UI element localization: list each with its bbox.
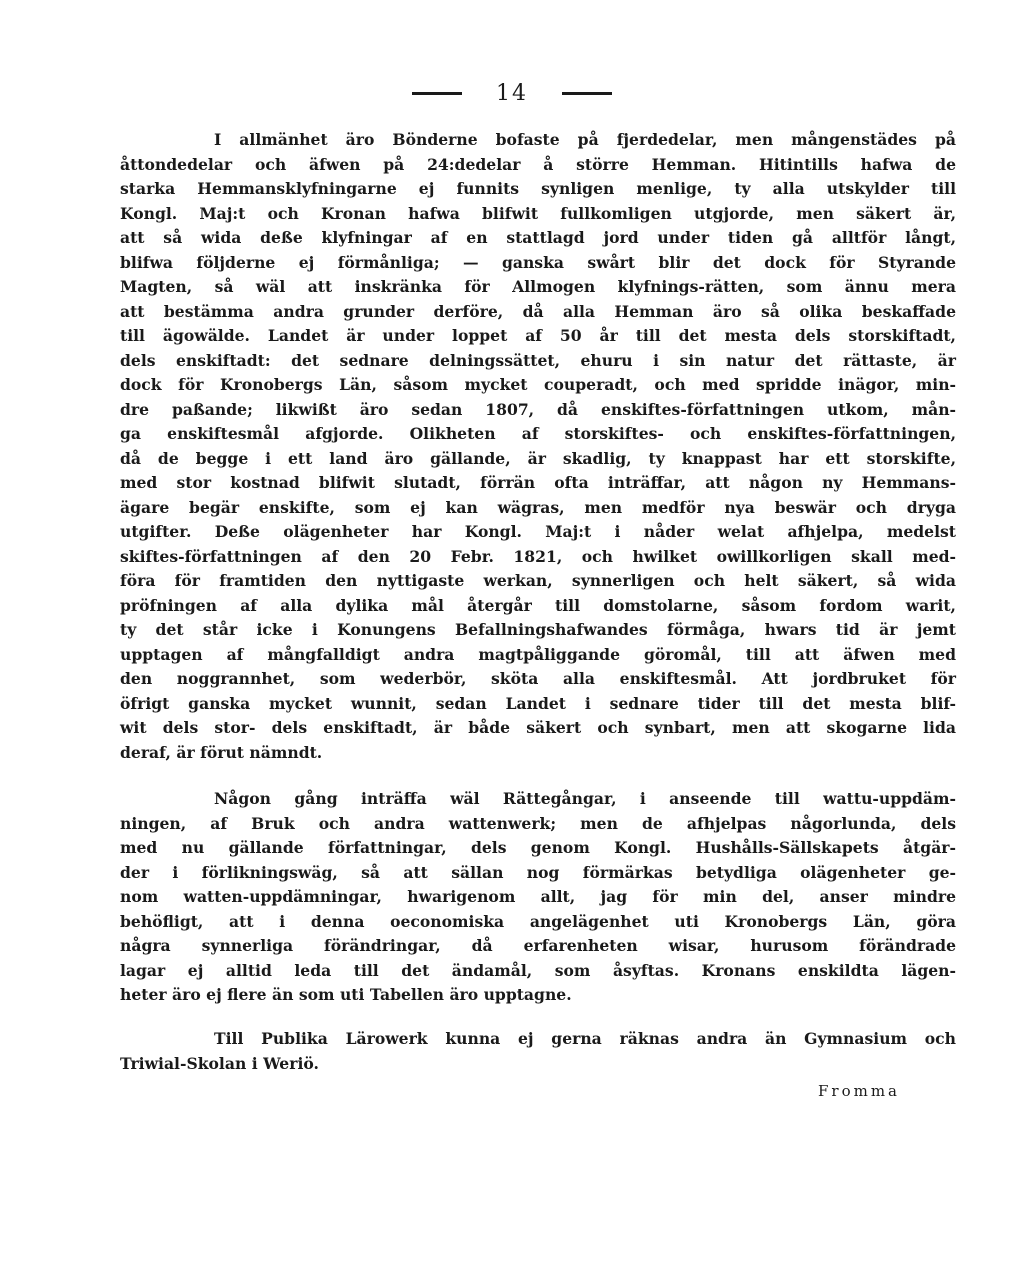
text-line: några synnerliga förändringar, då erfarenheten wisar, hurusom förändrade xyxy=(120,936,956,955)
catchword: Fromma xyxy=(818,1082,900,1100)
text-line: ga enskiftesmål afgjorde. Olikheten af storskiftes- och enskiftes-författningen, xyxy=(120,424,956,443)
text-line: deraf, är förut nämndt. xyxy=(120,742,323,762)
header-rule-left xyxy=(412,92,462,95)
text-line: Till Publika Lärowerk kunna ej gerna räknas andra än Gymnasium och xyxy=(214,1029,956,1048)
text-line: dock för Kronobergs Län, såsom mycket couperadt, och med spridde inägor, min- xyxy=(120,375,956,394)
text-line: åttondedelar och äfwen på 24:dedelar å större Hemman. Hitintills hafwa de xyxy=(120,154,956,174)
text-line: behöfligt, att i denna oeconomiska angelägenhet uti Kronobergs Län, göra xyxy=(120,911,956,931)
text-line: till ägowälde. Landet är under loppet af 50 år till det mesta dels storskiftadt, xyxy=(120,326,956,345)
text-line: föra för framtiden den nyttigaste werkan, synnerligen och helt säkert, så wida xyxy=(120,571,956,590)
text-line: dre paßande; likwißt äro sedan 1807, då enskiftes-författningen utkom, mån- xyxy=(120,399,956,419)
text-line: I allmänhet äro Bönderne bofaste på fjerdedelar, men mångenstädes på xyxy=(214,130,956,149)
text-line: utgifter. Deße olägenheter har Kongl. Maj:t i nåder welat afhjelpa, medelst xyxy=(120,522,956,541)
text-line: ägare begär enskifte, som ej kan wägras, men medför nya beswär och dryga xyxy=(120,497,956,517)
page-number: 14 xyxy=(496,80,528,106)
text-line: upptagen af mångfalldigt andra magtpåliggande göromål, till att äfwen med xyxy=(120,644,956,664)
text-line: nom watten-uppdämningar, hwarigenom allt, jag för min del, anser mindre xyxy=(120,887,956,906)
text-line: Kongl. Maj:t och Kronan hafwa blifwit fullkomligen utgjorde, men säkert är, xyxy=(120,203,956,223)
page-header xyxy=(0,78,1024,108)
paragraph-schools xyxy=(120,1027,956,1076)
text-line: blifwa följderne ej förmånliga; — ganska swårt blir det dock för Styrande xyxy=(120,252,956,272)
text-line: den noggrannhet, som wederbör, sköta alla enskiftesmål. Att jordbruket för xyxy=(120,669,956,688)
text-line: Triwial-Skolan i Weriö. xyxy=(120,1053,319,1073)
text-line: öfrigt ganska mycket wunnit, sedan Landet i sednare tider till det mesta blif- xyxy=(120,693,956,713)
text-line: med nu gällande författningar, dels genom Kongl. Hushålls-Sällskapets åtgär- xyxy=(120,838,956,857)
paragraph-water-disputes xyxy=(120,787,956,1008)
text-line: Magten, så wäl att inskränka för Allmogen klyfnings-rätten, som ännu mera xyxy=(120,277,956,296)
text-line: då de begge i ett land äro gällande, är skadlig, ty knappast har ett storskifte, xyxy=(120,448,956,468)
text-line: Någon gång inträffa wäl Rättegångar, i anseende till wattu-uppdäm- xyxy=(214,789,956,808)
text-line: heter äro ej flere än som uti Tabellen äro upptagne. xyxy=(120,985,572,1004)
text-line: lagar ej alltid leda till det ändamål, som åsyftas. Kronans enskildta lägen- xyxy=(120,960,956,980)
text-line: ningen, af Bruk och andra wattenwerk; men de afhjelpas någorlunda, dels xyxy=(120,813,956,833)
paragraph-land-division xyxy=(120,128,956,765)
text-line: ty det står icke i Konungens Befallningshafwandes förmåga, hwars tid är jemt xyxy=(120,620,956,639)
text-line: att bestämma andra grunder derföre, då alla Hemman äro så olika beskaffade xyxy=(120,301,956,321)
text-line: der i förlikningswäg, så att sällan nog förmärkas betydliga olägenheter ge- xyxy=(120,862,956,882)
text-line: skiftes-författningen af den 20 Febr. 1821, och hwilket owillkorligen skall med- xyxy=(120,546,956,566)
text-line: wit dels stor- dels enskiftadt, är både säkert och synbart, men att skogarne lida xyxy=(120,718,956,737)
text-line: dels enskiftadt: det sednare delningssättet, ehuru i sin natur det rättaste, är xyxy=(120,350,956,370)
text-line: starka Hemmansklyfningarne ej funnits synligen menlige, ty alla utskylder till xyxy=(120,179,956,198)
header-rule-right xyxy=(562,92,612,95)
text-line: pröfningen af alla dylika mål återgår till domstolarne, såsom fordom warit, xyxy=(120,595,956,615)
text-line: att så wida deße klyfningar af en stattlagd jord under tiden gå alltför långt, xyxy=(120,228,956,247)
text-line: med stor kostnad blifwit slutadt, förrän ofta inträffar, att någon ny Hemmans- xyxy=(120,473,956,492)
